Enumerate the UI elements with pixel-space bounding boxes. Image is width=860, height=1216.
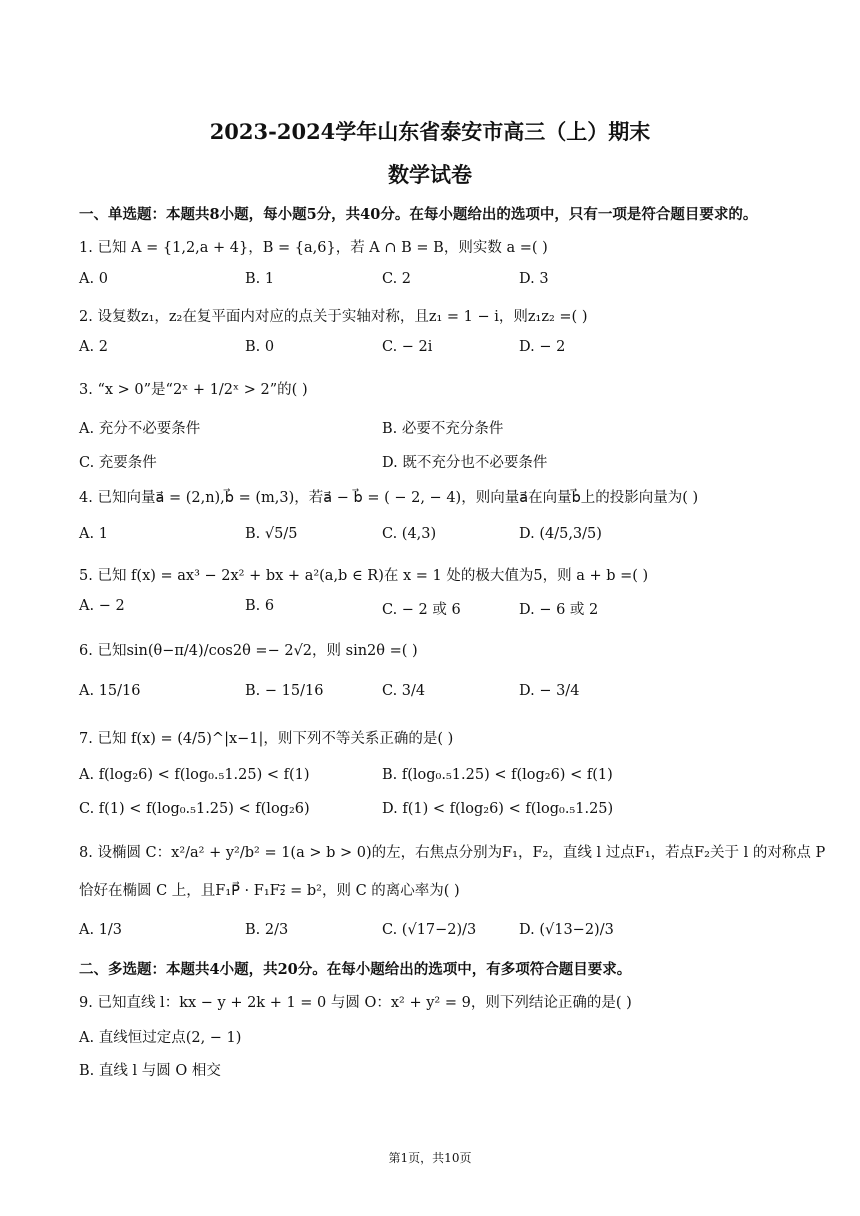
option: D. (√13−2)/3	[519, 922, 614, 938]
option: D. − 2	[519, 339, 566, 355]
option: A. 2	[79, 339, 108, 355]
option: C. f(1) < f(log₀.₅1.25) < f(log₂6)	[79, 801, 310, 817]
question-stem: 4. 已知向量a⃗ = (2,n),b⃗ = (m,3)，若a⃗ − b⃗ = ( − 2, − 4)，则向量a⃗在向量b⃗上的投影向量为( )	[79, 490, 699, 506]
question-stem: 2. 设复数z₁，z₂在复平面内对应的点关于实轴对称，且z₁ = 1 − i，则z₁z₂ =( )	[79, 309, 588, 325]
option: A. 15/16	[79, 683, 141, 699]
option: D. 既不充分也不必要条件	[382, 455, 548, 471]
option: C. 2	[382, 271, 412, 287]
option: B. f(log₀.₅1.25) < f(log₂6) < f(1)	[382, 767, 613, 783]
question-stem: 3. “x > 0”是“2ˣ + 1/2ˣ > 2”的( )	[79, 382, 308, 398]
section-heading: 一、单选题：本题共8小题，每小题5分，共40分。在每小题给出的选项中，只有一项是符合题目要求的。	[79, 206, 758, 223]
question-stem: 7. 已知 f(x) = (4/5)^|x−1|，则下列不等关系正确的是( )	[79, 731, 454, 747]
option: B. 2/3	[245, 922, 289, 938]
option: B. 直线 l 与圆 O 相交	[79, 1063, 221, 1079]
question-stem: 1. 已知 A = {1,2,a + 4}，B = {a,6}，若 A ∩ B = B，则实数 a =( )	[79, 240, 548, 256]
question-stem-continued: 恰好在椭圆 C 上，且F₁P⃗ · F₁F₂⃗ = b²，则 C 的离心率为( )	[79, 883, 460, 899]
section-heading: 二、多选题：本题共4小题，共20分。在每小题给出的选项中，有多项符合题目要求。	[79, 961, 632, 978]
page-subtitle: 数学试卷	[388, 162, 472, 187]
option: B. 1	[245, 271, 275, 287]
option: D. f(1) < f(log₂6) < f(log₀.₅1.25)	[382, 801, 614, 817]
option: B. 必要不充分条件	[382, 421, 504, 437]
option: A. 直线恒过定点(2, − 1)	[79, 1030, 242, 1046]
option: C. − 2i	[382, 339, 433, 355]
option: A. − 2	[79, 598, 125, 614]
option: B. 0	[245, 339, 275, 355]
option: C. (√17−2)/3	[382, 922, 477, 938]
option: B. − 15/16	[245, 683, 324, 699]
option: D. − 6 或 2	[519, 602, 599, 618]
option: A. 充分不必要条件	[79, 421, 201, 437]
page-footer: 第1页，共10页	[388, 1151, 472, 1165]
option: C. 充要条件	[79, 455, 157, 471]
option: C. − 2 或 6	[382, 602, 461, 618]
option: C. (4,3)	[382, 526, 437, 542]
option: D. 3	[519, 271, 549, 287]
option: A. 1	[79, 526, 108, 542]
question-stem: 5. 已知 f(x) = ax³ − 2x² + bx + a²(a,b ∈ R)在 x = 1 处的极大值为5，则 a + b =( )	[79, 568, 649, 584]
page-title: 2023-2024学年山东省泰安市高三（上）期末	[209, 119, 651, 144]
option: D. (4/5,3/5)	[519, 526, 602, 542]
option: C. 3/4	[382, 683, 426, 699]
option: B. √5/5	[245, 526, 298, 542]
option: A. 1/3	[79, 922, 123, 938]
question-stem: 9. 已知直线 l：kx − y + 2k + 1 = 0 与圆 O：x² + y² = 9，则下列结论正确的是( )	[79, 995, 632, 1011]
option: A. 0	[79, 271, 108, 287]
question-stem: 6. 已知sin(θ−π/4)/cos2θ =− 2√2，则 sin2θ =( )	[79, 643, 418, 659]
option: B. 6	[245, 598, 275, 614]
option: A. f(log₂6) < f(log₀.₅1.25) < f(1)	[79, 767, 310, 783]
option: D. − 3/4	[519, 683, 580, 699]
question-stem: 8. 设椭圆 C：x²/a² + y²/b² = 1(a > b > 0)的左，右焦点分别为F₁，F₂，直线 l 过点F₁，若点F₂关于 l 的对称点 P	[79, 845, 826, 861]
